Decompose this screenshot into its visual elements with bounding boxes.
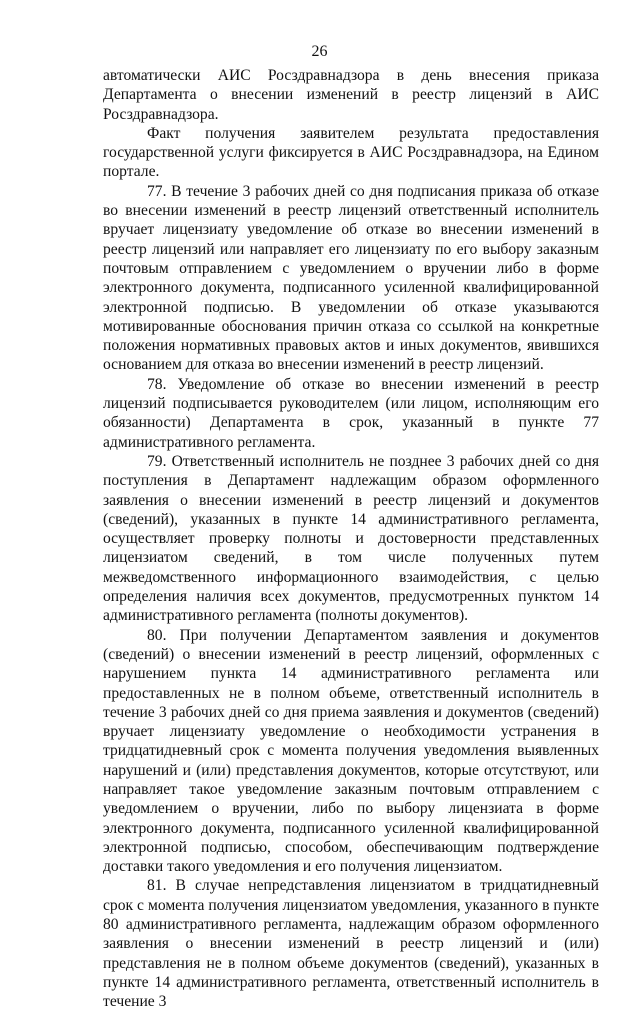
paragraph-clause-78: 78. Уведомление об отказе во внесении изменений в реестр лицензий подписывается руководителем (или лицом, исполняющим его обязанности) Департамента в срок, указанный в пункте 77 административного регламента. [103,375,599,451]
paragraph-clause-81: 81. В случае непредставления лицензиатом в тридцатидневный срок с момента получения лицензиатом уведомления, указанного в пункте 80 административного регламента, надлежащим образом оформленного заявления о внесении изменений в реестр лицензий и (или) представления не в полном объеме документов (сведений), указанных в пункте 14 административного регламента, ответственный исполнитель в течение 3 [103,877,599,1011]
document-body [103,66,599,1012]
paragraph-clause-79: 79. Ответственный исполнитель не позднее 3 рабочих дней со дня поступления в Департамент надлежащим образом оформленного заявления о внесении изменений в реестр лицензий и документов (сведений), указанных в пункте 14 административного регламента, осуществляет проверку полноты и достоверности представленных лицензиатом сведений, в том числе полученных путем межведомственного информационного взаимодействия, с целью определения наличия всех документов, предусмотренных пунктом 14 административного регламента (полноты документов). [103,452,599,625]
paragraph-delivery-ais: автоматически АИС Росздравнадзора в день внесения приказа Департамента о внесении изменений в реестр лицензий в АИС Росздравнадзора. [103,67,599,123]
page-number: 26 [311,43,328,60]
paragraph-clause-80: 80. При получении Департаментом заявления и документов (сведений) о внесении изменений в реестр лицензий, оформленных с нарушением пункта 14 административного регламента или предоставленных не в полном объеме, ответственный исполнитель в течение 3 рабочих дней со дня приема заявления и документов (сведений) вручает лицензиату уведомление о необходимости устранения в тридцатидневный срок с момента получения уведомления выявленных нарушений и (или) представления документов, которые отсутствуют, или направляет такое уведомление заказным почтовым отправлением с уведомлением о вручении, либо по выбору лицензиата в форме электронного документа, подписанного усиленной квалифицированной электронной подписью, способом, обеспечивающим подтверждение доставки такого уведомления и его получения лицензиатом. [103,626,599,876]
paragraph-clause-77: 77. В течение 3 рабочих дней со дня подписания приказа об отказе во внесении изменений в реестр лицензий ответственный исполнитель вручает лицензиату уведомление об отказе во внесении изменений в реестр лицензий или направляет его лицензиату по его выбору заказным почтовым отправлением с уведомлением о вручении либо в форме электронного документа, подписанного усиленной квалифицированной электронной подписью. В уведомлении об отказе указываются мотивированные обоснования причин отказа со ссылкой на конкретные положения нормативных правовых актов и иных документов, явившихся основанием для отказа во внесении изменений в реестр лицензий. [103,182,599,374]
paragraph-result-fact: Факт получения заявителем результата предоставления государственной услуги фиксируется в АИС Росздравнадзора, на Едином портале. [103,124,599,181]
